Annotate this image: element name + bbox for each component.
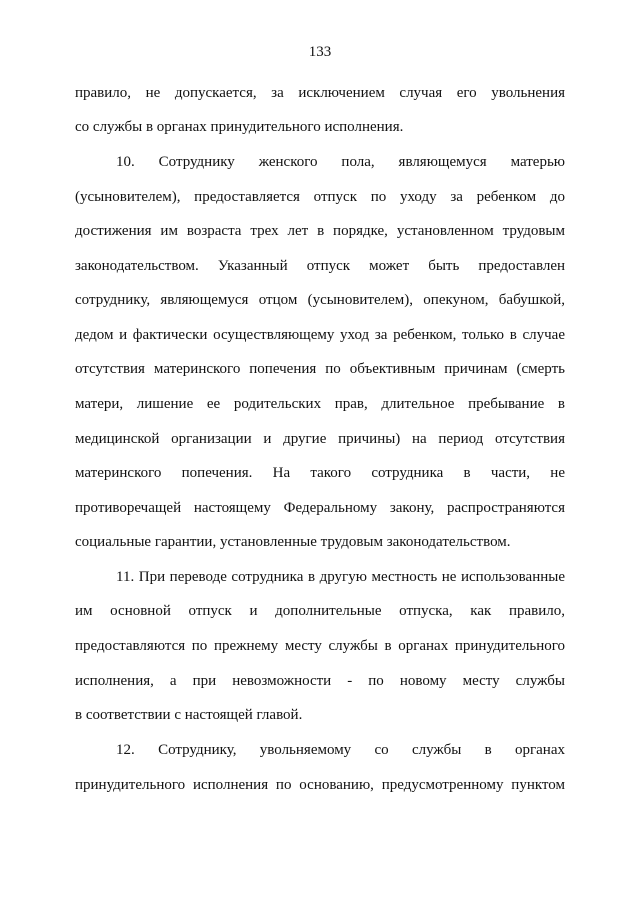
text-line: принудительного исполнения по основанию, предусмотренному пунктом bbox=[75, 777, 565, 793]
text-line: противоречащей настоящему Федеральному закону, распространяются bbox=[75, 500, 565, 516]
text-line: исполнения, а при невозможности - по новому месту службы bbox=[75, 673, 565, 689]
text-line: отсутствия материнского попечения по объективным причинам (смерть bbox=[75, 361, 565, 377]
page-number: 133 bbox=[308, 44, 332, 60]
paragraph-10-first-line: 10. Сотруднику женского пола, являющемуся матерью bbox=[116, 154, 565, 170]
text-line: правило, не допускается, за исключением случая его увольнения bbox=[75, 85, 565, 101]
text-line: со службы в органах принудительного исполнения. bbox=[75, 119, 404, 135]
text-line: законодательством. Указанный отпуск может быть предоставлен bbox=[75, 258, 565, 274]
paragraph-12-first-line: 12. Сотруднику, увольняемому со службы в органах bbox=[116, 742, 565, 758]
text-line: достижения им возраста трех лет в порядке, установленном трудовым bbox=[75, 223, 565, 239]
text-line: сотруднику, являющемуся отцом (усыновителем), опекуном, бабушкой, bbox=[75, 292, 565, 308]
paragraph-11-first-line: 11. При переводе сотрудника в другую местность не использованные bbox=[116, 569, 565, 585]
text-line: предоставляются по прежнему месту службы в органах принудительного bbox=[75, 638, 565, 654]
text-line: матери, лишение ее родительских прав, длительное пребывание в bbox=[75, 396, 565, 412]
text-line: (усыновителем), предоставляется отпуск по уходу за ребенком до bbox=[75, 189, 565, 205]
text-line: им основной отпуск и дополнительные отпуска, как правило, bbox=[75, 603, 565, 619]
text-line: медицинской организации и другие причины) на период отсутствия bbox=[75, 431, 565, 447]
text-line: в соответствии с настоящей главой. bbox=[75, 707, 303, 723]
text-line: социальные гарантии, установленные трудовым законодательством. bbox=[75, 534, 511, 550]
text-line: материнского попечения. На такого сотрудника в части, не bbox=[75, 465, 565, 481]
text-line: дедом и фактически осуществляющему уход за ребенком, только в случае bbox=[75, 327, 565, 343]
